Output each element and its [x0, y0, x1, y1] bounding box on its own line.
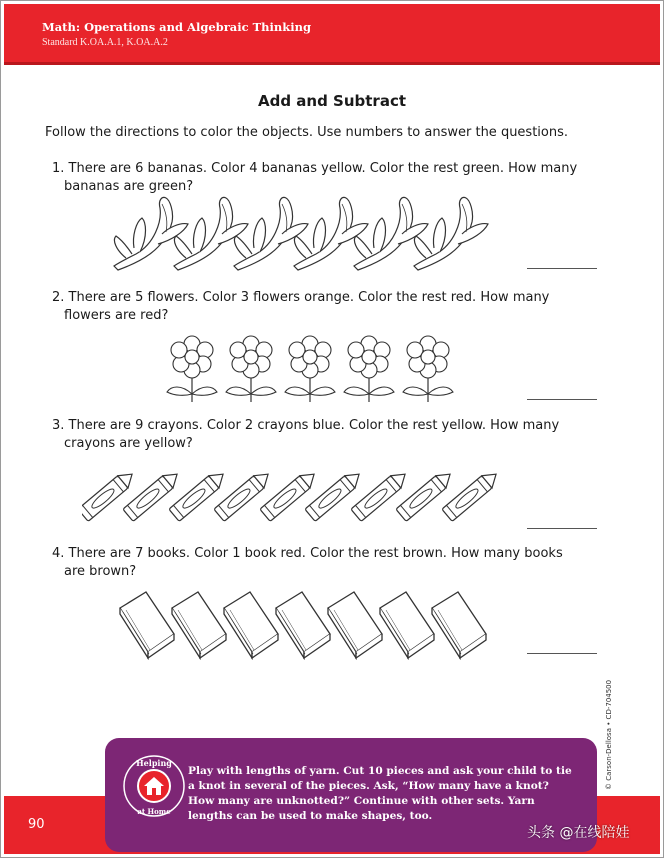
question-text-line2: crayons are yellow? — [64, 436, 193, 451]
crayon-9[interactable] — [442, 468, 501, 521]
question-text-line2: bananas are green? — [64, 179, 194, 194]
badge-bottom-text: at Home — [137, 807, 171, 816]
flower-5[interactable] — [403, 336, 453, 402]
question-1 — [52, 160, 607, 196]
page-number: 90 — [28, 817, 45, 832]
question-text-line1: There are 5 flowers. Color 3 flowers orange. Color the rest red. How many — [68, 290, 550, 305]
header-stripe — [4, 62, 660, 65]
question-2 — [52, 289, 607, 325]
flower-2[interactable] — [226, 336, 276, 402]
banana-1[interactable] — [114, 197, 188, 270]
answer-line-1[interactable] — [527, 268, 597, 269]
banana-4[interactable] — [294, 197, 368, 270]
question-text-line1: There are 7 books. Color 1 book red. Color the rest brown. How many books — [68, 546, 563, 561]
banana-3[interactable] — [234, 197, 308, 270]
page-title: Add and Subtract — [257, 92, 407, 110]
banana-6[interactable] — [414, 197, 488, 270]
banana-5[interactable] — [354, 197, 428, 270]
book-3[interactable] — [224, 592, 278, 658]
answer-line-4[interactable] — [527, 653, 597, 654]
book-2[interactable] — [172, 592, 226, 658]
book-5[interactable] — [328, 592, 382, 658]
question-text-line2: are brown? — [64, 564, 137, 579]
book-6[interactable] — [380, 592, 434, 658]
banana-2[interactable] — [174, 197, 248, 270]
watermark: 头条 @在线陪娃 — [527, 825, 630, 841]
question-4 — [52, 545, 607, 581]
banana-row — [110, 192, 530, 278]
book-4[interactable] — [276, 592, 330, 658]
tip-text: Play with lengths of yarn. Cut 10 pieces and ask your child to tie a knot in several of the pieces. Ask, “How many have a knot? How many are unknotted?” Continue with other sets. Yarn lengths can be used to make shapes, too. — [188, 765, 572, 822]
question-number: 3. — [52, 418, 65, 433]
flower-3[interactable] — [285, 336, 335, 402]
question-text-line1: There are 6 bananas. Color 4 bananas yellow. Color the rest green. How many — [68, 161, 578, 176]
question-number: 2. — [52, 290, 65, 305]
book-row — [116, 590, 488, 660]
book-1[interactable] — [120, 592, 174, 658]
question-number: 4. — [52, 546, 65, 561]
question-number: 1. — [52, 161, 65, 176]
question-3 — [52, 417, 607, 453]
question-text-line2: flowers are red? — [64, 308, 169, 323]
badge-top-text: Helping — [136, 758, 172, 768]
copyright-credit: © Carson-Dellosa • CD-704500 — [605, 679, 613, 790]
answer-line-3[interactable] — [527, 528, 597, 529]
header-standard: Standard K.OA.A.1, K.OA.A.2 — [42, 37, 168, 48]
question-text-line1: There are 9 crayons. Color 2 crayons blue. Color the rest yellow. How many — [68, 418, 560, 433]
book-7[interactable] — [432, 592, 486, 658]
flower-row — [163, 334, 473, 404]
flower-4[interactable] — [344, 336, 394, 402]
helping-at-home-badge — [122, 754, 186, 818]
flower-1[interactable] — [167, 336, 217, 402]
header-title: Math: Operations and Algebraic Thinking — [42, 20, 311, 34]
crayon-row — [82, 460, 522, 534]
answer-line-2[interactable] — [527, 399, 597, 400]
directions-text: Follow the directions to color the objects. Use numbers to answer the questions. — [45, 125, 569, 140]
